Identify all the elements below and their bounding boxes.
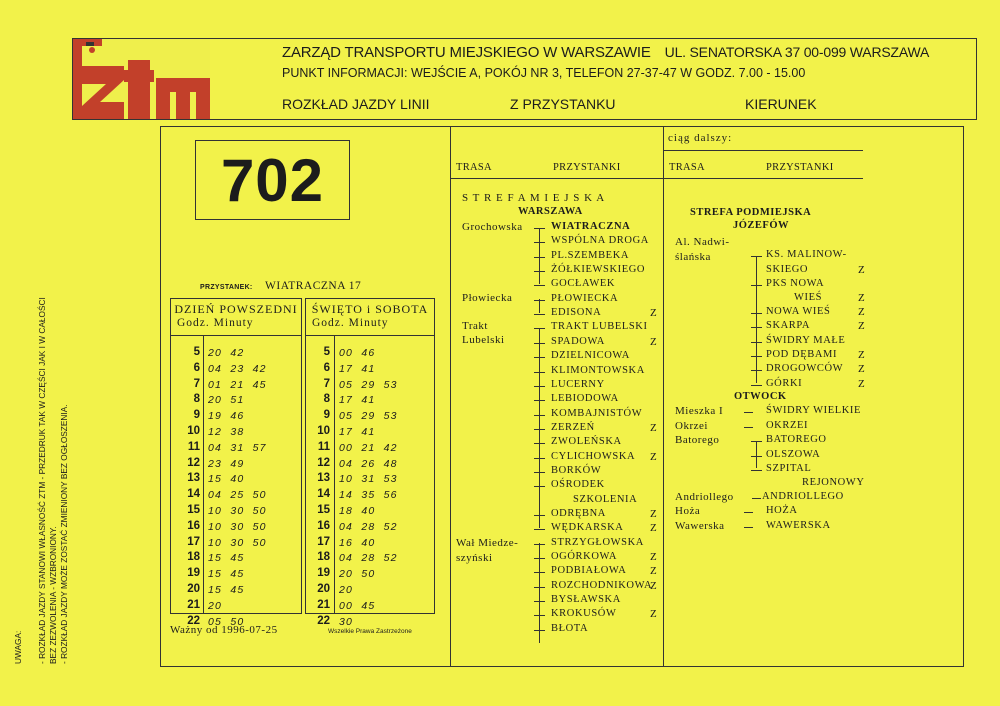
route-tick [534, 400, 545, 401]
stop-item: WIATRACZNA [551, 221, 631, 232]
minutes: 23 49 [208, 457, 245, 470]
timetable-row [306, 441, 434, 457]
street-batorego: Batorego [675, 434, 720, 446]
minutes: 20 [339, 583, 354, 596]
stop-item: TRAKT LUBELSKI [551, 321, 648, 332]
request-stop-mark: Z [858, 349, 865, 361]
stop-item: SZKOLENIA [573, 494, 638, 505]
header-line1 [282, 44, 929, 61]
stop-item: WSPÓLNA DROGA [551, 235, 649, 246]
stop-item: GOCŁAWEK [551, 278, 616, 289]
header-org: ZARZĄD TRANSPORTU MIEJSKIEGO W WARSZAWIE [282, 44, 651, 61]
route-tick [534, 429, 545, 430]
weekday-title: DZIEŃ POWSZEDNI [174, 302, 298, 316]
weekend-header [306, 299, 434, 336]
timetable-weekend [305, 298, 435, 628]
timetable-row [171, 536, 301, 552]
timetable-row [171, 346, 301, 362]
street-wawerska: Wawerska [675, 520, 725, 532]
timetable-row [171, 599, 301, 615]
minutes: 16 40 [339, 536, 376, 549]
timetable-weekday [170, 298, 302, 628]
minutes: 04 26 48 [339, 457, 398, 470]
stop-item: SZPITAL [766, 463, 812, 474]
minutes: 12 38 [208, 425, 245, 438]
city-jozefow: JÓZEFÓW [733, 220, 790, 231]
col-trasa-1: TRASA [456, 162, 492, 173]
hour: 21 [317, 598, 330, 611]
hour: 22 [187, 614, 200, 627]
minutes: 15 45 [208, 568, 245, 581]
stop-item: HOŻA [766, 505, 798, 516]
weekday-col-header: Godz. Minuty [177, 317, 254, 329]
route-dash [744, 412, 753, 413]
route-dash [744, 427, 753, 428]
minutes: 05 29 53 [339, 410, 398, 423]
route-tick [534, 328, 545, 329]
street-nadwislanska-2: ślańska [675, 251, 711, 263]
minutes: 10 30 50 [208, 504, 267, 517]
hour: 11 [317, 440, 330, 453]
minutes: 00 21 42 [339, 441, 398, 454]
hour: 20 [187, 582, 200, 595]
route-tick [534, 572, 545, 573]
weekend-title: ŚWIĘTO i SOBOTA [311, 302, 429, 316]
timetable-row [171, 362, 301, 378]
hour: 15 [317, 503, 330, 516]
hour: 12 [187, 456, 200, 469]
route-tick [534, 372, 545, 373]
minutes: 20 51 [208, 394, 245, 407]
timetable-row [306, 409, 434, 425]
divider-continued [663, 150, 863, 151]
divider-2 [663, 126, 664, 667]
stop-item: EDISONA [551, 307, 602, 318]
stop-item: ŻÓŁKIEWSKIEGO [551, 264, 646, 275]
hour: 22 [317, 614, 330, 627]
timetable-row [171, 504, 301, 520]
minutes: 15 45 [208, 552, 245, 565]
request-stop-mark: Z [650, 336, 657, 348]
stop-item: OGÓRKOWA [551, 551, 618, 562]
minutes: 00 45 [339, 599, 376, 612]
minutes: 01 21 45 [208, 378, 267, 391]
label-stop: Z PRZYSTANKU [510, 96, 616, 112]
stop-item: ANDRIOLLEGO [762, 491, 844, 502]
hour: 6 [323, 361, 330, 374]
minutes: 04 28 52 [339, 520, 398, 533]
route-tick [534, 544, 545, 545]
minutes: 10 30 50 [208, 520, 267, 533]
minutes: 19 46 [208, 410, 245, 423]
stop-item: OKRZEI [766, 420, 809, 431]
weekend-rows [306, 346, 434, 630]
hour: 19 [317, 567, 330, 580]
timetable-row [171, 583, 301, 599]
route-tick [751, 327, 762, 328]
minutes: 10 31 53 [339, 473, 398, 486]
hour: 10 [187, 424, 200, 437]
request-stop-mark: Z [858, 292, 865, 304]
route-tick [534, 228, 545, 229]
route-tick [534, 271, 545, 272]
route-tick [751, 285, 762, 286]
stop-item: DROGOWCÓW [766, 363, 844, 374]
stop-item: WIEŚ [794, 292, 823, 303]
stop-item: GÓRKI [766, 378, 803, 389]
stop-item: KROKUSÓW [551, 608, 617, 619]
stop-item: WAWERSKA [766, 520, 831, 531]
zone-city: S T R E F A M I E J S K A [462, 192, 606, 204]
timetable-row [306, 504, 434, 520]
divider-1 [450, 126, 451, 667]
stop-item: KOMBAJNISTÓW [551, 408, 643, 419]
hour: 16 [317, 519, 330, 532]
timetable-row [171, 520, 301, 536]
request-stop-mark: Z [858, 264, 865, 276]
timetable-row [171, 378, 301, 394]
route-tick [534, 242, 545, 243]
stop-item: ZERZEŃ [551, 422, 595, 433]
hour: 13 [317, 472, 330, 485]
route-tick [751, 356, 762, 357]
route-tick [534, 386, 545, 387]
stop-name [200, 276, 361, 294]
hour: 17 [187, 535, 200, 548]
street-szynski: szyński [456, 552, 493, 564]
stop-item: PŁOWIECKA [551, 293, 619, 304]
side-note-2: BEZ ZEZWOLENIA - WZBRONIONY. [48, 526, 58, 664]
city-otwock: OTWOCK [734, 391, 787, 402]
hour: 11 [187, 440, 200, 453]
route-tick [751, 342, 762, 343]
stop-item: CYLICHOWSKA [551, 451, 636, 462]
timetable-row [306, 583, 434, 599]
request-stop-mark: Z [858, 306, 865, 318]
stop-item: STRZYGŁOWSKA [551, 537, 644, 548]
stop-item: PKS NOWA [766, 278, 825, 289]
route-tick [534, 314, 545, 315]
timetable-row [306, 362, 434, 378]
minutes: 18 40 [339, 504, 376, 517]
stop-item: SKIEGO [766, 264, 809, 275]
timetable-row [306, 567, 434, 583]
route-tick [751, 470, 762, 471]
street-andriollego: Andriollego [675, 491, 734, 503]
stop-item: POD DĘBAMI [766, 349, 838, 360]
route-tick [534, 357, 545, 358]
timetable-row [171, 409, 301, 425]
request-stop-mark: Z [858, 363, 865, 375]
route-tick [534, 558, 545, 559]
route-bar-3 [539, 328, 540, 528]
hour: 12 [317, 456, 330, 469]
weekend-col-header: Godz. Minuty [312, 317, 389, 329]
continued-label: ciąg dalszy: [668, 132, 733, 144]
stop-item: BATOREGO [766, 434, 827, 445]
stop-item: KLIMONTOWSKA [551, 365, 645, 376]
minutes: 15 40 [208, 473, 245, 486]
hour: 5 [323, 346, 330, 358]
rights: Wszelkie Prawa Zastrzeżone [328, 628, 412, 635]
timetable-row [306, 425, 434, 441]
minutes: 14 35 56 [339, 489, 398, 502]
timetable-row [306, 599, 434, 615]
validity: Ważny od 1996-07-25 [170, 624, 278, 636]
route-bar-1 [539, 228, 540, 284]
hour: 9 [323, 409, 330, 422]
timetable-row [306, 346, 434, 362]
request-stop-mark: Z [650, 451, 657, 463]
minutes: 20 50 [339, 568, 376, 581]
hour: 10 [317, 424, 330, 437]
minutes: 05 29 53 [339, 378, 398, 391]
minutes: 04 31 57 [208, 441, 267, 454]
timetable-row [171, 488, 301, 504]
stop-item: PL.SZEMBEKA [551, 250, 630, 261]
minutes: 30 [339, 615, 354, 628]
timetable-row [306, 551, 434, 567]
stop-value: WIATRACZNA 17 [265, 280, 362, 292]
street-grochowska: Grochowska [462, 221, 523, 233]
stop-item: SPADOWA [551, 336, 605, 347]
route-bar-6 [756, 441, 757, 468]
request-stop-mark: Z [650, 307, 657, 319]
route-tick [751, 385, 762, 386]
stop-item: OLSZOWA [766, 449, 821, 460]
timetable-row [171, 457, 301, 473]
request-stop-mark: Z [650, 522, 657, 534]
route-tick [534, 443, 545, 444]
timetable-row [171, 551, 301, 567]
street-lubelski: Lubelski [462, 334, 505, 346]
stop-item: WĘDKARSKA [551, 522, 624, 533]
stop-item: REJONOWY [802, 477, 865, 488]
hour: 9 [193, 409, 200, 422]
col-przystanki-2: PRZYSTANKI [766, 162, 834, 173]
street-okrzei: Okrzei [675, 420, 708, 432]
minutes: 10 30 50 [208, 536, 267, 549]
hour: 8 [193, 393, 200, 406]
minutes: 20 [208, 599, 223, 612]
minutes: 17 41 [339, 362, 376, 375]
request-stop-mark: Z [858, 320, 865, 332]
request-stop-mark: Z [650, 565, 657, 577]
route-tick [751, 441, 762, 442]
timetable-row [171, 425, 301, 441]
hour: 13 [187, 472, 200, 485]
stop-item: ODRĘBNA [551, 508, 606, 519]
stop-item: NOWA WIEŚ [766, 306, 831, 317]
col-przystanki-1: PRZYSTANKI [553, 162, 621, 173]
route-tick [534, 529, 545, 530]
stop-item: BORKÓW [551, 465, 602, 476]
route-tick [534, 486, 545, 487]
request-stop-mark: Z [650, 608, 657, 620]
label-line: ROZKŁAD JAZDY LINII [282, 96, 430, 112]
weekday-header [171, 299, 301, 336]
request-stop-mark: Z [858, 378, 865, 390]
hour: 18 [187, 551, 200, 564]
stop-item: ŚWIDRY WIELKIE [766, 405, 862, 416]
hour: 8 [323, 393, 330, 406]
route-dash [744, 527, 753, 528]
hour: 19 [187, 567, 200, 580]
label-direction: KIERUNEK [745, 96, 817, 112]
route-tick [751, 370, 762, 371]
route-tick [534, 257, 545, 258]
timetable-row [306, 472, 434, 488]
line-number: 702 [195, 140, 350, 220]
route-tick [534, 587, 545, 588]
minutes: 00 46 [339, 347, 376, 359]
hour: 21 [187, 598, 200, 611]
request-stop-mark: Z [650, 508, 657, 520]
timetable-row [171, 441, 301, 457]
minutes: 04 23 42 [208, 362, 267, 375]
street-nadwislanska-1: Al. Nadwi- [675, 236, 730, 248]
stop-item: LEBIODOWA [551, 393, 619, 404]
hour: 7 [323, 377, 330, 390]
route-tick [534, 601, 545, 602]
hour: 18 [317, 551, 330, 564]
stop-item: BŁOTA [551, 623, 589, 634]
route-header-line-1 [450, 178, 663, 179]
route-tick [751, 256, 762, 257]
stop-item: ŚWIDRY MAŁE [766, 335, 846, 346]
timetable-row [306, 488, 434, 504]
route-tick [534, 630, 545, 631]
hour: 17 [317, 535, 330, 548]
timetable-row [171, 393, 301, 409]
hour: 6 [193, 361, 200, 374]
request-stop-mark: Z [650, 580, 657, 592]
timetable-row [171, 472, 301, 488]
stop-item: PODBIAŁOWA [551, 565, 627, 576]
minutes: 05 50 [208, 615, 245, 628]
stop-item: LUCERNY [551, 379, 605, 390]
minutes: 17 41 [339, 425, 376, 438]
minutes: 04 25 50 [208, 489, 267, 502]
street-mieszka: Mieszka I [675, 405, 724, 417]
side-note-3: - ROZKŁAD JAZDY MOŻE ZOSTAĆ ZMIENIONY BEZ OGŁOSZENIA. [59, 404, 69, 664]
side-note-title: UWAGA: [13, 630, 23, 664]
hour: 14 [187, 488, 200, 501]
hour: 20 [317, 582, 330, 595]
timetable-row [306, 393, 434, 409]
minutes: 17 41 [339, 394, 376, 407]
route-dash [752, 498, 761, 499]
route-tick [534, 300, 545, 301]
street-wal: Wał Miedze- [456, 537, 519, 549]
route-bar-2 [539, 299, 540, 313]
street-hoza: Hoża [675, 505, 701, 517]
timetable-row [306, 520, 434, 536]
route-bar-5 [756, 256, 757, 383]
col-trasa-2: TRASA [669, 162, 705, 173]
street-trakt: Trakt [462, 320, 488, 332]
hour: 14 [317, 488, 330, 501]
weekday-rows [171, 346, 301, 630]
route-dash [744, 512, 753, 513]
city-warszawa: WARSZAWA [518, 206, 583, 217]
route-tick [534, 415, 545, 416]
header-address: UL. SENATORSKA 37 00-099 WARSZAWA [664, 44, 930, 60]
route-tick [751, 313, 762, 314]
stop-label: PRZYSTANEK: [200, 284, 253, 291]
stop-item: OŚRODEK [551, 479, 605, 490]
timetable-row [306, 378, 434, 394]
route-tick [534, 285, 545, 286]
hour: 7 [193, 377, 200, 390]
stop-item: SKARPA [766, 320, 811, 331]
stop-item: DZIELNICOWA [551, 350, 630, 361]
street-plowiecka: Płowiecka [462, 292, 513, 304]
timetable-row [306, 457, 434, 473]
hour: 15 [187, 503, 200, 516]
stop-item: ZWOLEŃSKA [551, 436, 622, 447]
timetable-row [171, 567, 301, 583]
request-stop-mark: Z [650, 422, 657, 434]
side-note-1: - ROZKŁAD JAZDY STANOWI WŁASNOŚĆ ZTM - PRZEDRUK TAK W CZĘŚCI JAK I W CAŁOŚCI [37, 297, 47, 664]
route-tick [534, 472, 545, 473]
route-tick [534, 615, 545, 616]
route-tick [751, 456, 762, 457]
hour: 5 [193, 346, 200, 358]
minutes: 04 28 52 [339, 552, 398, 565]
timetable-row [306, 536, 434, 552]
stop-item: BYSŁAWSKA [551, 594, 621, 605]
minutes: 15 45 [208, 583, 245, 596]
route-header-line-2 [663, 178, 863, 179]
stop-item: ROZCHODNIKOWA [551, 580, 653, 591]
route-tick [534, 515, 545, 516]
zone-suburban: STREFA PODMIEJSKA [690, 207, 812, 218]
hour: 16 [187, 519, 200, 532]
route-tick [534, 343, 545, 344]
request-stop-mark: Z [650, 551, 657, 563]
header-info: PUNKT INFORMACJI: WEJŚCIE A, POKÓJ NR 3, TELEFON 27-37-47 W GODZ. 7.00 - 15.00 [282, 66, 806, 80]
route-tick [534, 458, 545, 459]
minutes: 20 42 [208, 347, 245, 359]
stop-item: KS. MALINOW- [766, 249, 847, 260]
